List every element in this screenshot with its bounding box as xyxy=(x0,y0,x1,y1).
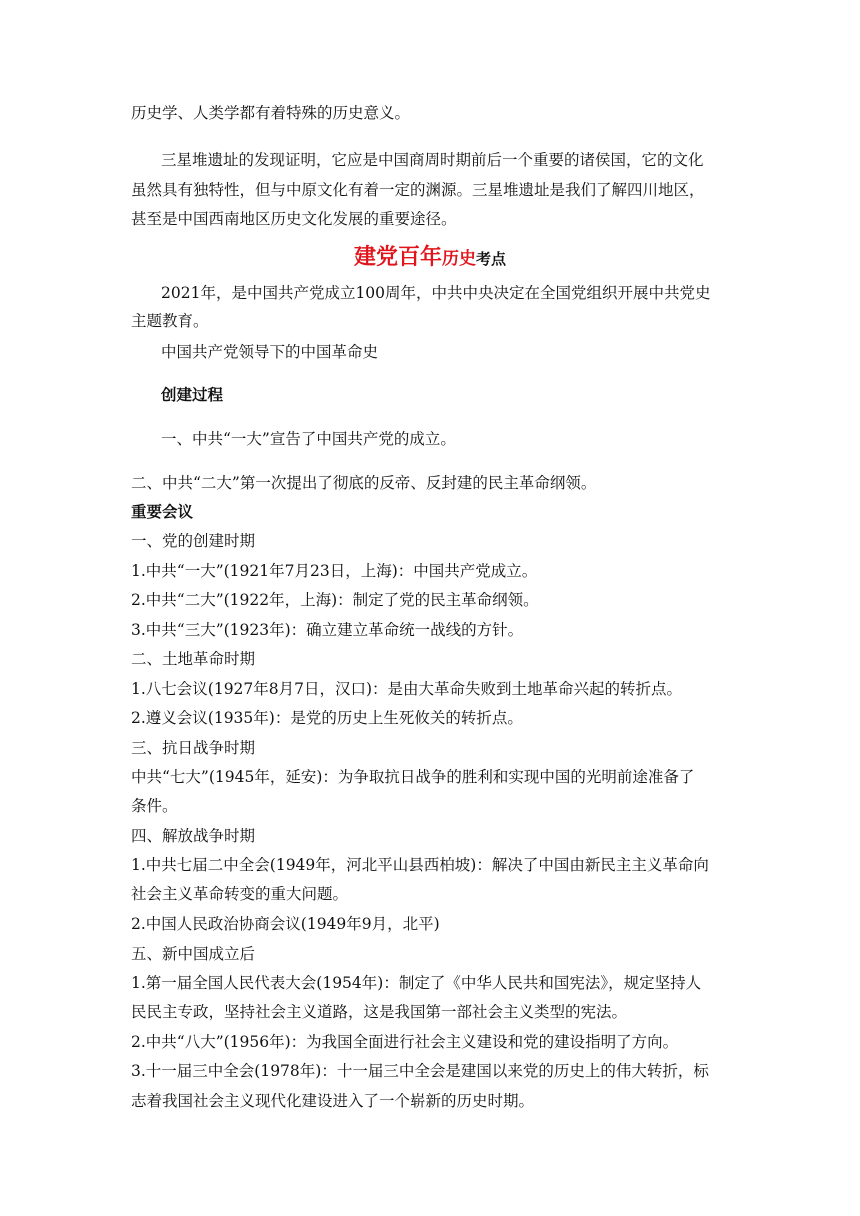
heading-meetings: 重要会议 xyxy=(131,503,194,521)
period-title: 二、土地革命时期 xyxy=(131,650,256,668)
subheading-revolution: 中国共产党领导下的中国革命史 xyxy=(161,343,379,361)
centenary-line-1: 2021年，是中国共产党成立100周年，中共中央决定在全国党组织开展中共党史 xyxy=(161,284,711,302)
founding-item-2: 二、中共“二大”第一次提出了彻底的反帝、反封建的民主革命纲领。 xyxy=(131,474,597,492)
meeting-item: 1.中共七届二中全会(1949年，河北平山县西柏坡)：解决了中国由新民主主义革命向 xyxy=(131,856,709,874)
title-part-1: 建党百年 xyxy=(353,245,442,270)
subheading-founding: 创建过程 xyxy=(161,386,224,404)
meeting-item-cont: 社会主义革命转变的重大问题。 xyxy=(131,885,349,903)
meeting-item: 3.中共“三大”(1923年)：确立建立革命统一战线的方针。 xyxy=(131,621,524,639)
meeting-item: 中共“七大”(1945年，延安)：为争取抗日战争的胜利和实现中国的光明前途准备了 xyxy=(131,768,695,786)
meeting-item: 2.遵义会议(1935年)：是党的历史上生死攸关的转折点。 xyxy=(131,709,523,727)
meeting-item: 2.中共“二大”(1922年，上海)：制定了党的民主革命纲领。 xyxy=(131,591,539,609)
founding-item-1: 一、中共“一大”宣告了中国共产党的成立。 xyxy=(161,430,456,448)
meeting-item: 3.十一届三中全会(1978年)：十一届三中全会是建国以来党的历史上的伟大转折，标 xyxy=(131,1062,709,1080)
title-part-2: 历史 xyxy=(442,249,476,269)
sanxingdui-line-2: 虽然具有独特性，但与中原文化有着一定的渊源。三星堆遗址是我们了解四川地区， xyxy=(131,181,705,199)
period-title: 一、党的创建时期 xyxy=(131,532,256,550)
sanxingdui-line-3: 甚至是中国西南地区历史文化发展的重要途径。 xyxy=(131,210,457,228)
meeting-item-cont: 条件。 xyxy=(131,797,178,815)
meeting-item: 1.第一届全国人民代表大会(1954年)：制定了《中华人民共和国宪法》，规定坚持人 xyxy=(131,974,702,992)
intro-line: 历史学、人类学都有着特殊的历史意义。 xyxy=(131,104,411,122)
period-title: 五、新中国成立后 xyxy=(131,945,256,963)
meeting-item: 1.八七会议(1927年8月7日，汉口)：是由大革命失败到土地革命兴起的转折点。 xyxy=(131,680,683,698)
meeting-item: 2.中共“八大”(1956年)：为我国全面进行社会主义建设和党的建设指明了方向。 xyxy=(131,1033,679,1051)
meeting-item: 1.中共“一大”(1921年7月23日，上海)：中国共产党成立。 xyxy=(131,562,538,580)
meeting-item-cont: 民民主专政，坚持社会主义道路，这是我国第一部社会主义类型的宪法。 xyxy=(131,1003,628,1021)
section-title xyxy=(0,240,860,271)
meeting-item: 2.中国人民政治协商会议(1949年9月，北平) xyxy=(131,915,440,933)
period-title: 三、抗日战争时期 xyxy=(131,739,256,757)
meeting-item-cont: 志着我国社会主义现代化建设进入了一个崭新的历史时期。 xyxy=(131,1092,535,1110)
centenary-line-2: 主题教育。 xyxy=(131,312,209,330)
title-part-3: 考点 xyxy=(476,250,507,268)
sanxingdui-line-1: 三星堆遗址的发现证明，它应是中国商周时期前后一个重要的诸侯国，它的文化 xyxy=(161,151,704,169)
period-title: 四、解放战争时期 xyxy=(131,827,256,845)
